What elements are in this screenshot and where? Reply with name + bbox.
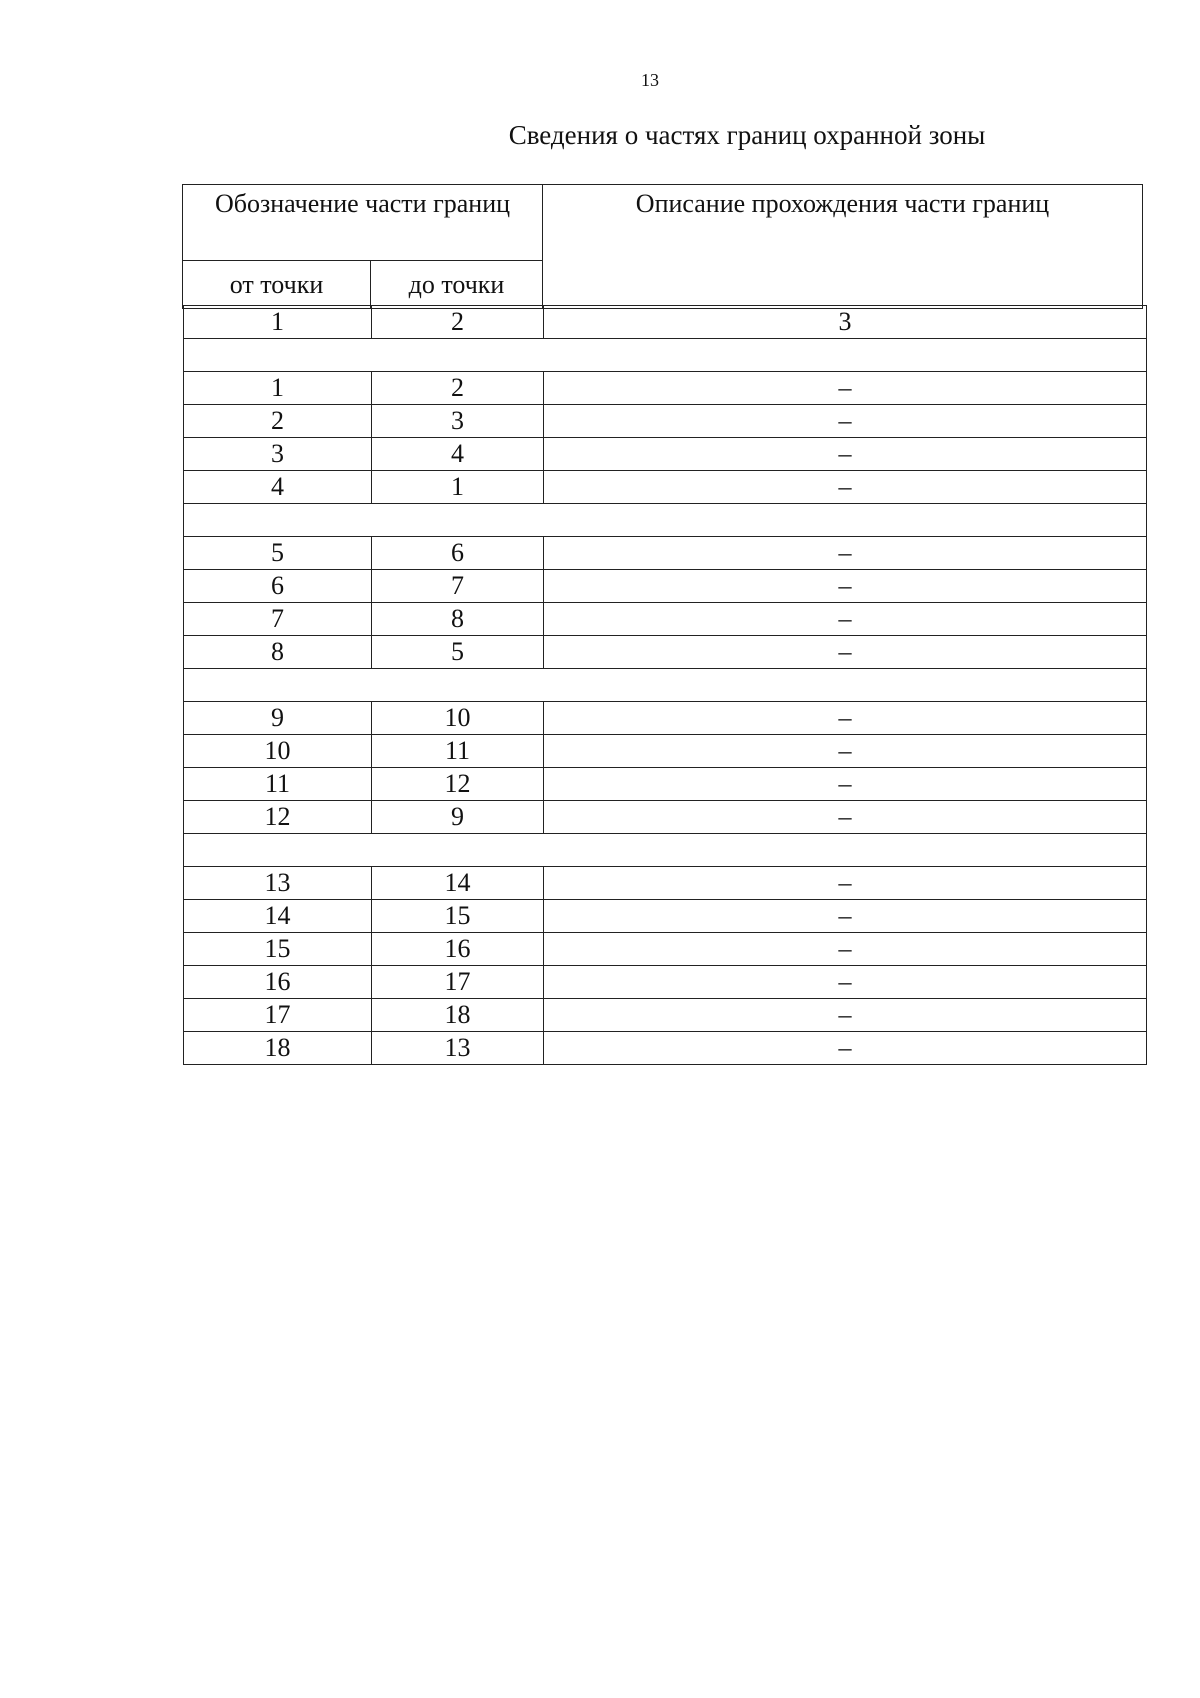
from-point-cell: 6 <box>184 570 372 603</box>
table-body <box>184 306 1147 1065</box>
from-point-cell: 4 <box>184 471 372 504</box>
from-point-cell: 13 <box>184 867 372 900</box>
section-separator-row <box>184 834 1147 867</box>
description-cell: – <box>544 867 1147 900</box>
to-point-cell: 8 <box>372 603 544 636</box>
from-point-cell: 14 <box>184 900 372 933</box>
to-point-cell: 7 <box>372 570 544 603</box>
to-point-cell: 16 <box>372 933 544 966</box>
to-point-cell: 17 <box>372 966 544 999</box>
from-point-cell: 11 <box>184 768 372 801</box>
section-label-cell <box>184 834 1147 867</box>
table-row <box>184 471 1147 504</box>
description-cell: – <box>544 372 1147 405</box>
section-separator-row <box>184 669 1147 702</box>
from-point-cell: 7 <box>184 603 372 636</box>
to-point-cell: 13 <box>372 1032 544 1065</box>
section-separator-row <box>184 504 1147 537</box>
column-number-cell: 3 <box>544 306 1147 339</box>
from-point-cell: 15 <box>184 933 372 966</box>
to-point-cell: 11 <box>372 735 544 768</box>
table-row <box>184 636 1147 669</box>
header-designation: Обозначение части границ <box>183 185 543 261</box>
section-label-cell <box>184 504 1147 537</box>
description-cell: – <box>544 768 1147 801</box>
from-point-cell: 12 <box>184 801 372 834</box>
description-cell: – <box>544 702 1147 735</box>
description-cell: – <box>544 900 1147 933</box>
description-cell: – <box>544 999 1147 1032</box>
description-cell: – <box>544 933 1147 966</box>
to-point-cell: 9 <box>372 801 544 834</box>
from-point-cell: 10 <box>184 735 372 768</box>
table-row <box>184 405 1147 438</box>
description-cell: – <box>544 636 1147 669</box>
description-cell: – <box>544 471 1147 504</box>
table-row <box>184 1032 1147 1065</box>
boundary-table-header <box>182 184 1143 309</box>
table-row <box>184 999 1147 1032</box>
from-point-cell: 2 <box>184 405 372 438</box>
description-cell: – <box>544 405 1147 438</box>
section-label-cell <box>184 669 1147 702</box>
table-row <box>184 966 1147 999</box>
table-row <box>184 537 1147 570</box>
section-separator-row <box>184 339 1147 372</box>
table-row <box>184 867 1147 900</box>
description-cell: – <box>544 1032 1147 1065</box>
page-number: 13 <box>641 70 659 90</box>
to-point-cell: 12 <box>372 768 544 801</box>
to-point-cell: 3 <box>372 405 544 438</box>
description-cell: – <box>544 537 1147 570</box>
to-point-cell: 15 <box>372 900 544 933</box>
description-cell: – <box>544 966 1147 999</box>
from-point-cell: 17 <box>184 999 372 1032</box>
table-row <box>184 702 1147 735</box>
table-row <box>184 372 1147 405</box>
table-row <box>184 768 1147 801</box>
boundary-table-body <box>183 305 1147 1065</box>
to-point-cell: 6 <box>372 537 544 570</box>
to-point-cell: 5 <box>372 636 544 669</box>
to-point-cell: 2 <box>372 372 544 405</box>
table-row <box>184 801 1147 834</box>
description-cell: – <box>544 735 1147 768</box>
from-point-cell: 5 <box>184 537 372 570</box>
page-title: Сведения о частях границ охранной зоны <box>508 120 986 150</box>
to-point-cell: 4 <box>372 438 544 471</box>
from-point-cell: 1 <box>184 372 372 405</box>
table-row <box>184 570 1147 603</box>
column-number-row <box>184 306 1147 339</box>
from-point-cell: 9 <box>184 702 372 735</box>
header-to-point: до точки <box>371 261 543 309</box>
column-number-cell: 1 <box>184 306 372 339</box>
column-number-cell: 2 <box>372 306 544 339</box>
description-cell: – <box>544 801 1147 834</box>
table-row <box>184 438 1147 471</box>
from-point-cell: 8 <box>184 636 372 669</box>
table-row <box>184 603 1147 636</box>
from-point-cell: 3 <box>184 438 372 471</box>
table-row <box>184 933 1147 966</box>
description-cell: – <box>544 438 1147 471</box>
description-cell: – <box>544 603 1147 636</box>
header-description: Описание прохождения части границ <box>543 185 1143 309</box>
section-label-cell <box>184 339 1147 372</box>
from-point-cell: 18 <box>184 1032 372 1065</box>
to-point-cell: 1 <box>372 471 544 504</box>
to-point-cell: 18 <box>372 999 544 1032</box>
description-cell: – <box>544 570 1147 603</box>
to-point-cell: 10 <box>372 702 544 735</box>
table-row <box>184 735 1147 768</box>
header-from-point: от точки <box>183 261 371 309</box>
to-point-cell: 14 <box>372 867 544 900</box>
from-point-cell: 16 <box>184 966 372 999</box>
table-row <box>184 900 1147 933</box>
